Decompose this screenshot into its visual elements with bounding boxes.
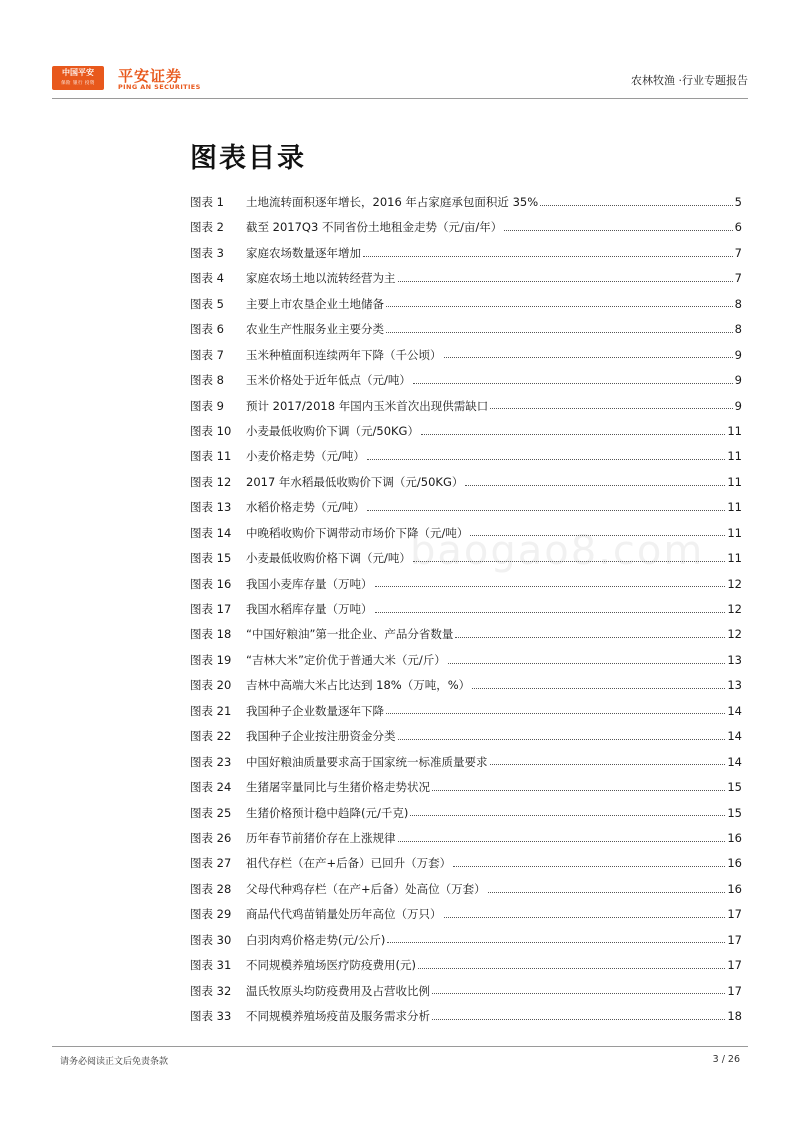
toc-page-number[interactable]: 16 (727, 856, 742, 871)
toc-figure-number: 图表 15 (190, 551, 232, 566)
header (52, 64, 748, 94)
toc-dot-leader (488, 892, 726, 893)
toc-page-number[interactable]: 12 (727, 576, 742, 591)
page-title: 图表目录 (190, 143, 306, 174)
toc-figure-number: 图表 21 (190, 703, 232, 718)
toc-dot-leader (398, 841, 726, 842)
toc-figure-number: 图表 24 (190, 780, 232, 795)
toc-dot-leader (465, 485, 725, 486)
toc-figure-number: 图表 29 (190, 907, 232, 922)
toc-figure-title[interactable]: 我国小麦库存量（万吨） (246, 576, 373, 591)
toc-figure-number: 图表 18 (190, 627, 232, 642)
toc-page-number[interactable]: 6 (734, 220, 742, 235)
toc-dot-leader (413, 383, 733, 384)
toc-page-number[interactable]: 17 (727, 932, 742, 947)
toc-entry[interactable] (190, 495, 742, 520)
toc-dot-leader (367, 510, 725, 511)
toc-page-number[interactable]: 12 (727, 627, 742, 642)
disclaimer-notice: 请务必阅读正文后免责条款 (60, 1057, 169, 1067)
toc-entry[interactable] (190, 368, 742, 393)
toc-entry[interactable] (190, 775, 742, 800)
toc-figure-number: 图表 3 (190, 245, 224, 260)
toc-page-number[interactable]: 13 (727, 678, 742, 693)
table-of-figures (190, 190, 742, 1029)
toc-figure-number: 图表 1 (190, 195, 224, 209)
toc-figure-title[interactable]: 我国水稻库存量（万吨） (246, 602, 373, 616)
toc-dot-leader (418, 968, 725, 969)
toc-page-number[interactable]: 11 (727, 500, 742, 515)
toc-figure-title[interactable]: 父母代种鸡存栏（在产+后备）处高位（万套） (246, 881, 486, 896)
toc-dot-leader (375, 586, 726, 587)
toc-figure-number: 图表 7 (190, 347, 224, 362)
toc-figure-number: 图表 4 (190, 271, 224, 286)
toc-figure-title[interactable]: 2017 年水稻最低收购价下调（元/50KG） (246, 474, 464, 489)
toc-figure-number: 图表 19 (190, 652, 232, 667)
toc-entry[interactable] (190, 826, 742, 851)
toc-page-number[interactable]: 17 (727, 907, 742, 922)
toc-dot-leader (472, 688, 725, 689)
toc-figure-title[interactable]: 家庭农场数量逐年增加 (246, 245, 361, 260)
toc-dot-leader (432, 993, 725, 994)
toc-dot-leader (453, 866, 725, 867)
toc-dot-leader (367, 459, 725, 460)
toc-figure-number: 图表 6 (190, 322, 224, 337)
toc-figure-number: 图表 11 (190, 449, 232, 464)
toc-figure-number: 图表 32 (190, 983, 232, 998)
toc-figure-title[interactable]: 中国好粮油质量要求高于国家统一标准质量要求 (246, 754, 488, 769)
toc-dot-leader (375, 612, 726, 613)
toc-dot-leader (455, 637, 725, 638)
pingan-logo (52, 66, 104, 90)
toc-figure-number: 图表 28 (190, 881, 232, 896)
toc-dot-leader (398, 281, 733, 282)
toc-page-number[interactable]: 9 (734, 347, 742, 362)
toc-figure-title[interactable]: 生猪价格预计稳中趋降(元/千克) (246, 805, 409, 820)
toc-figure-number: 图表 14 (190, 525, 232, 540)
toc-entry[interactable] (190, 394, 742, 419)
toc-figure-number: 图表 27 (190, 856, 232, 871)
toc-entry[interactable] (190, 648, 742, 673)
toc-figure-title[interactable]: 农业生产性服务业主要分类 (246, 322, 384, 337)
toc-figure-title[interactable]: 祖代存栏（在产+后备）已回升（万套） (246, 856, 452, 871)
toc-entry[interactable] (190, 572, 742, 597)
toc-entry[interactable] (190, 724, 742, 749)
report-section: 农林牧渔 ·行业专题报告 (631, 74, 748, 87)
page-number: 3 / 26 (712, 1054, 740, 1065)
toc-page-number[interactable]: 5 (734, 195, 742, 209)
watermark: baogao8.com (410, 528, 705, 574)
toc-figure-number: 图表 5 (190, 296, 224, 311)
toc-page-number[interactable]: 15 (727, 805, 742, 820)
toc-entry[interactable] (190, 266, 742, 291)
toc-page-number[interactable]: 7 (734, 245, 742, 260)
toc-figure-title[interactable]: 土地流转面积逐年增长，2016 年占家庭承包面积近 35% (246, 195, 539, 209)
toc-figure-number: 图表 20 (190, 678, 232, 693)
toc-page-number[interactable]: 14 (727, 703, 742, 718)
toc-page-number[interactable]: 9 (734, 398, 742, 413)
toc-figure-number: 图表 25 (190, 805, 232, 820)
toc-figure-title[interactable]: 不同规模养殖场医疗防疫费用(元) (246, 958, 416, 973)
toc-figure-title[interactable]: 白羽肉鸡价格走势(元/公斤) (246, 932, 386, 947)
toc-dot-leader (363, 256, 733, 257)
toc-page-number[interactable]: 8 (734, 296, 742, 311)
toc-figure-title[interactable]: 预计 2017/2018 年国内玉米首次出现供需缺口 (246, 398, 489, 413)
toc-figure-title[interactable]: 玉米价格处于近年低点（元/吨） (246, 373, 411, 388)
toc-entry[interactable] (190, 750, 742, 775)
toc-page-number[interactable]: 8 (734, 322, 742, 337)
toc-dot-leader (448, 663, 726, 664)
toc-entry[interactable] (190, 597, 742, 622)
toc-entry[interactable] (190, 622, 742, 647)
toc-page-number[interactable]: 16 (727, 881, 742, 896)
toc-figure-number: 图表 30 (190, 932, 232, 947)
toc-entry[interactable] (190, 419, 742, 444)
toc-figure-number: 图表 26 (190, 830, 232, 845)
toc-dot-leader (421, 434, 725, 435)
toc-dot-leader (387, 942, 725, 943)
toc-figure-title[interactable]: 不同规模养殖场疫苗及服务需求分析 (246, 1009, 430, 1023)
toc-entry[interactable] (190, 928, 742, 953)
toc-dot-leader (386, 713, 725, 714)
toc-figure-number: 图表 33 (190, 1009, 232, 1023)
toc-figure-number: 图表 13 (190, 500, 232, 515)
toc-page-number[interactable]: 13 (727, 652, 742, 667)
toc-page-number[interactable]: 11 (727, 423, 742, 438)
toc-entry[interactable] (190, 215, 742, 240)
toc-dot-leader (444, 357, 733, 358)
toc-figure-number: 图表 8 (190, 373, 224, 388)
toc-page-number[interactable]: 11 (727, 449, 742, 464)
toc-figure-title[interactable]: 家庭农场土地以流转经营为主 (246, 271, 396, 286)
toc-dot-leader (444, 917, 726, 918)
toc-dot-leader (540, 205, 733, 206)
toc-figure-title[interactable]: 我国种子企业按注册资金分类 (246, 729, 396, 744)
toc-entry[interactable] (190, 953, 742, 978)
toc-figure-number: 图表 2 (190, 220, 224, 235)
toc-entry[interactable] (190, 1004, 742, 1029)
footer-divider (52, 1046, 748, 1047)
toc-dot-leader (490, 408, 732, 409)
toc-dot-leader (410, 815, 725, 816)
toc-figure-title[interactable]: 中晚稻收购价下调带动市场价下降（元/吨） (246, 525, 469, 540)
toc-figure-title[interactable]: 温氏牧原头均防疫费用及占营收比例 (246, 983, 430, 998)
logo-subtext: 保险 银行 投资 (61, 81, 95, 86)
toc-figure-title[interactable]: 小麦最低收购价格下调（元/吨） (246, 551, 411, 566)
toc-entry[interactable] (190, 851, 742, 876)
toc-entry[interactable] (190, 317, 742, 342)
toc-entry[interactable] (190, 444, 742, 469)
toc-dot-leader (386, 332, 733, 333)
toc-page-number[interactable]: 16 (727, 830, 742, 845)
toc-entry[interactable] (190, 877, 742, 902)
toc-dot-leader (490, 764, 726, 765)
toc-figure-title[interactable]: 水稻价格走势（元/吨） (246, 500, 365, 515)
toc-page-number[interactable]: 11 (727, 551, 742, 566)
toc-entry[interactable] (190, 343, 742, 368)
toc-page-number[interactable]: 11 (727, 525, 742, 540)
toc-figure-number: 图表 16 (190, 576, 232, 591)
toc-figure-title[interactable]: “中国好粮油”第一批企业、产品分省数量 (246, 627, 454, 642)
toc-figure-title[interactable]: 小麦最低收购价下调（元/50KG） (246, 423, 419, 438)
toc-page-number[interactable]: 9 (734, 373, 742, 388)
toc-figure-number: 图表 22 (190, 729, 232, 744)
toc-figure-title[interactable]: “吉林大米”定价优于普通大米（元/斤） (246, 652, 446, 667)
toc-dot-leader (398, 739, 726, 740)
toc-figure-title[interactable]: 商品代代鸡苗销量处历年高位（万只） (246, 907, 442, 922)
toc-figure-number: 图表 31 (190, 958, 232, 973)
toc-page-number[interactable]: 15 (727, 780, 742, 795)
toc-dot-leader (386, 306, 733, 307)
toc-page-number[interactable]: 7 (734, 271, 742, 286)
brand-name-cn: 平安证券 (118, 67, 183, 85)
logo-text: 中国平安 (62, 68, 94, 77)
toc-page-number[interactable]: 14 (727, 729, 742, 744)
toc-entry[interactable] (190, 470, 742, 495)
toc-page-number[interactable]: 17 (727, 983, 742, 998)
toc-figure-number: 图表 9 (190, 398, 224, 413)
toc-figure-number: 图表 12 (190, 474, 232, 489)
toc-entry[interactable] (190, 241, 742, 266)
toc-figure-number: 图表 17 (190, 602, 232, 616)
toc-page-number[interactable]: 14 (727, 754, 742, 769)
toc-entry[interactable] (190, 190, 742, 215)
toc-figure-title[interactable]: 小麦价格走势（元/吨） (246, 449, 365, 464)
toc-entry[interactable] (190, 902, 742, 927)
toc-entry[interactable] (190, 699, 742, 724)
toc-figure-title[interactable]: 主要上市农垦企业土地储备 (246, 296, 384, 311)
toc-page-number[interactable]: 12 (727, 602, 742, 616)
header-divider (52, 98, 748, 99)
toc-figure-title[interactable]: 玉米种植面积连续两年下降（千公顷） (246, 347, 442, 362)
toc-dot-leader (432, 790, 725, 791)
toc-entry[interactable] (190, 292, 742, 317)
toc-entry[interactable] (190, 801, 742, 826)
toc-figure-number: 图表 10 (190, 423, 232, 438)
toc-page-number[interactable]: 18 (727, 1009, 742, 1023)
toc-figure-title[interactable]: 吉林中高端大米占比达到 18%（万吨，%） (246, 678, 471, 693)
brand-name-en: PING AN SECURITIES (118, 83, 201, 91)
toc-page-number[interactable]: 11 (727, 474, 742, 489)
toc-figure-title[interactable]: 历年春节前猪价存在上涨规律 (246, 830, 396, 845)
toc-figure-title[interactable]: 生猪屠宰量同比与生猪价格走势状况 (246, 780, 430, 795)
toc-figure-title[interactable]: 我国种子企业数量逐年下降 (246, 703, 384, 718)
toc-entry[interactable] (190, 673, 742, 698)
toc-dot-leader (504, 230, 732, 231)
toc-page-number[interactable]: 17 (727, 958, 742, 973)
toc-figure-number: 图表 23 (190, 754, 232, 769)
toc-dot-leader (432, 1019, 725, 1020)
toc-entry[interactable] (190, 979, 742, 1004)
toc-figure-title[interactable]: 截至 2017Q3 不同省份土地租金走势（元/亩/年） (246, 220, 503, 235)
